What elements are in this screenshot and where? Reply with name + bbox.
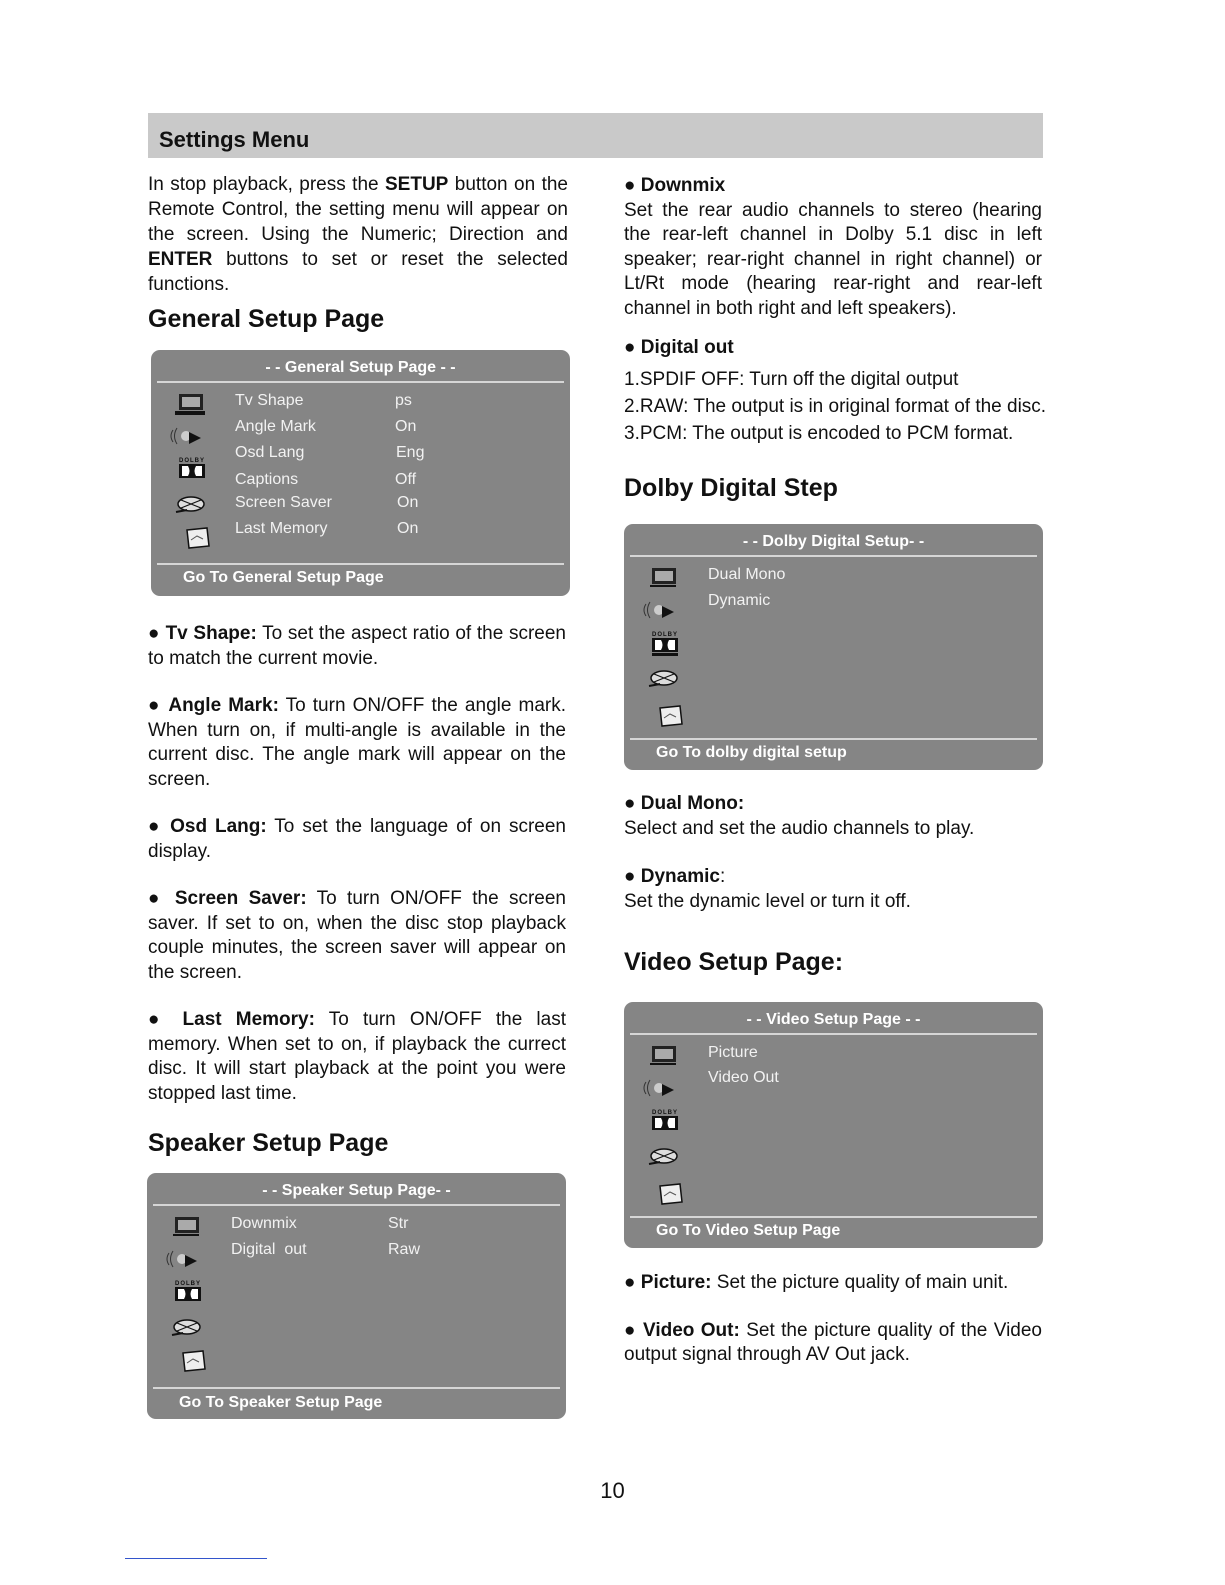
speaker-setup-panel — [147, 1173, 566, 1419]
downmix-label: Downmix — [640, 175, 726, 196]
general-setup-heading: General Setup Page — [148, 305, 385, 333]
menu-item-value: On — [395, 418, 417, 435]
picture-text: Set the picture quality of main unit. — [711, 1272, 1009, 1293]
preference-icon — [179, 1349, 209, 1373]
tv-icon — [169, 1215, 203, 1241]
divider — [157, 563, 564, 565]
menu-item-value: Str — [388, 1215, 409, 1232]
digital-out-item: 1.SPDIF OFF: Turn off the digital output — [624, 368, 959, 390]
menu-item-label[interactable]: Captions — [235, 471, 299, 488]
description-text: To turn ON/OFF the angle mark. When turn on, if multi-angle is available in the current disc. The angle mark will appear on the screen. — [148, 695, 566, 790]
menu-item-value: Raw — [388, 1241, 421, 1258]
enter-key-label: ENTER — [148, 249, 213, 270]
divider — [153, 1204, 560, 1206]
panel-title: - - Video Setup Page - - — [746, 1011, 921, 1028]
video-setup-heading: Video Setup Page: — [624, 948, 844, 976]
menu-item-label[interactable]: Tv Shape — [235, 392, 304, 409]
description-term: Osd Lang: — [170, 816, 267, 837]
divider — [630, 1033, 1037, 1035]
speaker-icon — [169, 424, 209, 450]
preference-icon — [656, 1182, 686, 1206]
menu-item-label[interactable]: Dual Mono — [708, 566, 786, 583]
menu-item-label[interactable]: Picture — [708, 1044, 758, 1061]
speaker-icon — [642, 1076, 682, 1102]
section-header — [148, 113, 1043, 158]
dual-mono-term: ● Dual Mono: — [624, 793, 745, 814]
dynamic-description: Set the dynamic level or turn it off. — [624, 890, 911, 912]
panel-footer[interactable]: Go To General Setup Page — [183, 569, 384, 586]
angle-mark-description: ● Angle Mark: To turn ON/OFF the angle mark. When turn on, if multi-angle is available in the current disc. The angle mark will appear on the screen. — [148, 695, 566, 790]
description-term: Angle Mark: — [168, 695, 279, 716]
dual-mono-description: Select and set the audio channels to play. — [624, 817, 975, 839]
right-column — [624, 172, 1084, 503]
dynamic-term: ● Dynamic: — [624, 866, 726, 887]
general-descriptions — [148, 622, 566, 1106]
divider — [153, 1387, 560, 1389]
description-text: To turn ON/OFF the last memory. When set to on, if playback the currect disc. It will start playback at the point you were stopped last time. — [148, 1009, 566, 1104]
description-term: Screen Saver: — [174, 888, 307, 909]
page-number: 10 — [600, 1478, 625, 1503]
dolby-icon — [175, 458, 209, 483]
dual-mono-label: Dual Mono: — [640, 793, 745, 814]
menu-item-label[interactable]: Downmix — [231, 1215, 297, 1232]
description-text: To set the aspect ratio of the screen to match the current movie. — [148, 623, 566, 669]
screen-saver-description: ● Screen Saver: To turn ON/OFF the screen saver. If set to on, when the disc stop playback couple minutes, the screen saver will appear on the screen. — [148, 888, 566, 983]
picture-label: Picture: — [640, 1272, 712, 1293]
video-out-text: Set the picture quality of the Video output signal through AV Out jack. — [624, 1319, 1042, 1365]
section-title: Settings Menu — [159, 127, 310, 152]
picture-description: ● Picture: Set the picture quality of main unit. — [624, 1272, 1009, 1293]
digital-out-item: 2.RAW: The output is in original format of the disc. — [624, 395, 1047, 417]
footer-divider — [125, 1558, 267, 1559]
tv-icon — [173, 392, 207, 418]
disc-icon — [646, 1144, 682, 1170]
description-term: Last Memory: — [182, 1009, 315, 1030]
digital-out-item: 3.PCM: The output is encoded to PCM format. — [624, 422, 1014, 444]
dolby-icon-text: DOLBY — [652, 632, 678, 638]
panel-title: - - Speaker Setup Page- - — [262, 1182, 451, 1199]
intro-text-3: buttons to set or reset the selected functions. — [148, 249, 568, 295]
intro-text-2: button on the Remote Control, the setting menu will appear on the screen. Using the Numeric; Direction and — [148, 174, 568, 245]
panel-footer[interactable]: Go To dolby digital setup — [656, 744, 847, 761]
digital-out-label: Digital out — [640, 337, 734, 358]
preference-icon — [183, 526, 213, 550]
dolby-double-d-icon — [179, 464, 205, 478]
disc-icon — [169, 1315, 205, 1341]
menu-item-label[interactable]: Osd Lang — [235, 444, 305, 461]
menu-item-label[interactable]: Angle Mark — [235, 418, 316, 435]
downmix-term: ● Downmix — [624, 175, 726, 196]
speaker-icon — [165, 1247, 205, 1273]
speaker-icon — [642, 598, 682, 624]
video-out-label: Video Out: — [643, 1319, 740, 1341]
digital-out-term: ● Digital out — [624, 337, 734, 358]
dolby-descriptions — [624, 792, 1044, 977]
menu-item-label[interactable]: Last Memory — [235, 520, 328, 537]
intro-paragraph — [148, 172, 568, 297]
tv-shape-description: ● Tv Shape: To set the aspect ratio of the screen to match the current movie. — [148, 623, 566, 669]
menu-item-label[interactable]: Digital out — [231, 1241, 307, 1258]
divider — [630, 1216, 1037, 1218]
menu-item-value: ps — [395, 392, 412, 409]
speaker-setup-heading: Speaker Setup Page — [148, 1129, 389, 1157]
left-column — [148, 172, 568, 334]
panel-title: - - General Setup Page - - — [265, 359, 456, 376]
tv-icon — [646, 566, 680, 592]
menu-item-value: On — [397, 494, 419, 511]
dolby-double-d-icon — [175, 1287, 201, 1301]
menu-item-label[interactable]: Video Out — [708, 1069, 779, 1086]
description-text: To turn ON/OFF the screen saver. If set to on, when the disc stop playback couple minutes, the screen saver will appear on the screen. — [148, 888, 566, 983]
dolby-digital-heading: Dolby Digital Step — [624, 473, 838, 502]
description-text: To set the language of on screen display. — [148, 816, 566, 862]
preference-icon — [656, 704, 686, 728]
menu-item-label[interactable]: Dynamic — [708, 592, 771, 609]
divider — [630, 738, 1037, 740]
dolby-setup-panel — [624, 524, 1043, 770]
menu-item-value: On — [397, 520, 419, 537]
description-term: Tv Shape: — [165, 623, 257, 644]
divider — [157, 381, 564, 383]
disc-icon — [646, 666, 682, 692]
divider — [630, 555, 1037, 557]
video-descriptions — [624, 1271, 1042, 1368]
dolby-double-d-icon — [652, 638, 678, 656]
panel-footer[interactable]: Go To Speaker Setup Page — [179, 1394, 383, 1411]
dolby-icon — [648, 1110, 682, 1135]
dolby-double-d-icon — [652, 1116, 678, 1130]
menu-item-value: Off — [395, 471, 417, 488]
tv-icon — [646, 1044, 680, 1070]
panel-footer[interactable]: Go To Video Setup Page — [656, 1222, 841, 1239]
dolby-icon-text: DOLBY — [175, 1281, 201, 1287]
dolby-icon — [171, 1281, 205, 1306]
dynamic-label: Dynamic — [640, 866, 720, 887]
menu-item-label[interactable]: Screen Saver — [235, 494, 332, 511]
last-memory-description: ● Last Memory: To turn ON/OFF the last memory. When set to on, if playback the currect disc. It will start playback at the point you were stopped last time. — [148, 1009, 566, 1104]
dolby-icon — [648, 632, 682, 661]
downmix-description: Set the rear audio channels to stereo (hearing the rear-left channel in Dolby 5.1 disc in left speaker; rear-right channel in right channel) or Lt/Rt mode (hearing rear-right and rear-left channel in both right and left speakers). — [624, 199, 1042, 319]
menu-item-value: Eng — [396, 444, 425, 461]
general-setup-panel — [151, 350, 570, 596]
setup-key-label: SETUP — [385, 174, 449, 195]
video-setup-panel — [624, 1002, 1043, 1248]
video-out-description: ● Video Out: Set the picture quality of the Video output signal through AV Out jack. — [624, 1319, 1042, 1365]
dynamic-colon: : — [719, 866, 726, 887]
panel-title: - - Dolby Digital Setup- - — [742, 533, 925, 550]
dolby-icon-text: DOLBY — [179, 458, 205, 464]
dolby-icon-text: DOLBY — [652, 1110, 678, 1116]
disc-icon — [173, 492, 209, 518]
osd-lang-description: ● Osd Lang: To set the language of on screen display. — [148, 816, 566, 862]
intro-text-1: In stop playback, press the — [148, 174, 385, 195]
